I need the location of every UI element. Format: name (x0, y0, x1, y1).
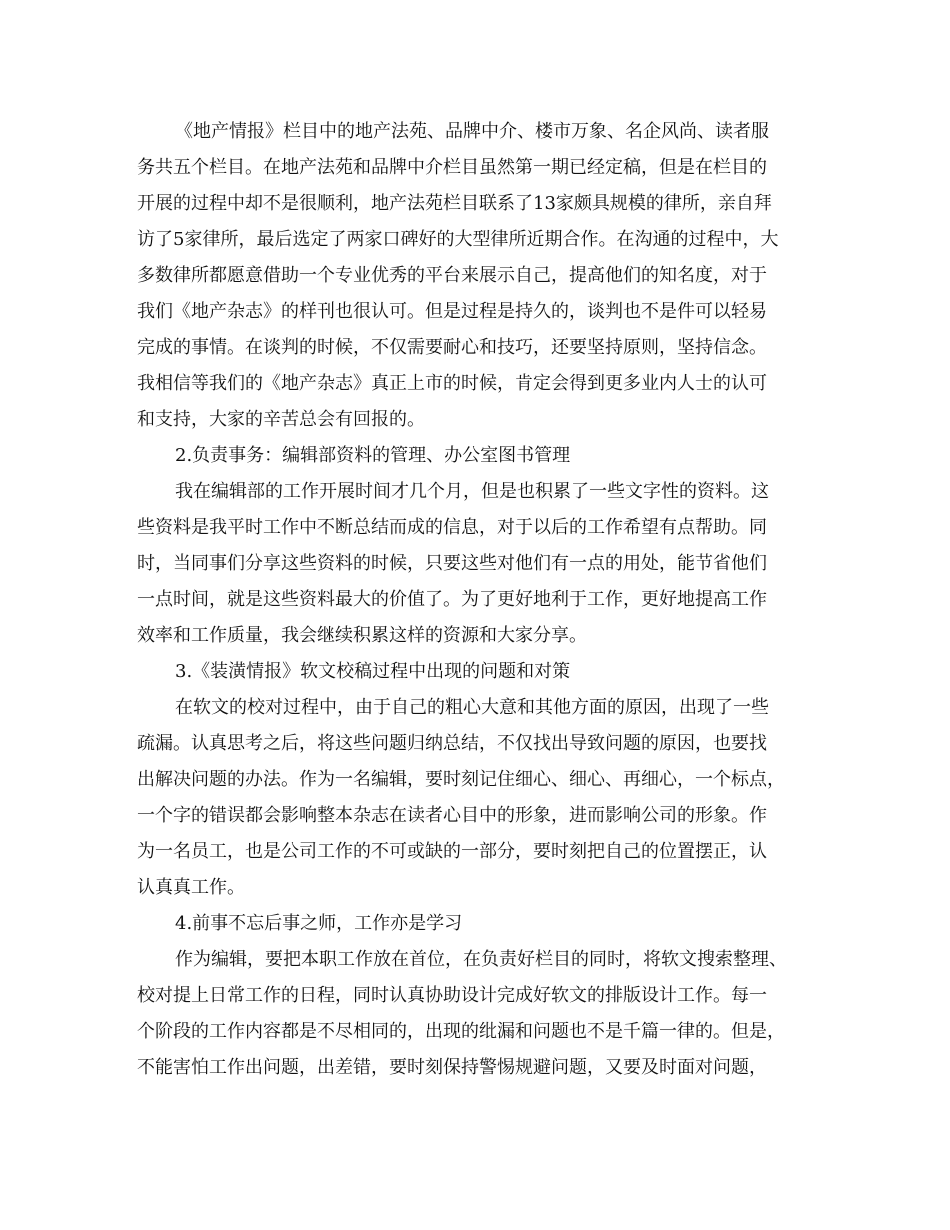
text-line: 一个字的错误都会影响整本杂志在读者心目中的形象，进而影响公司的形象。作 (137, 805, 767, 826)
text-line: 些资料是我平时工作中不断总结而成的信息，对于以后的工作希望有点帮助。同 (137, 517, 767, 538)
text-line: 3.《装潢情报》软文校稿过程中出现的问题和对策 (175, 661, 571, 682)
text-line: 在软文的校对过程中，由于自己的粗心大意和其他方面的原因，出现了一些 (175, 697, 769, 718)
document-body (137, 114, 803, 1086)
text-line: 4.前事不忘后事之师，工作亦是学习 (175, 913, 463, 934)
text-line: 开展的过程中却不是很顺利，地产法苑栏目联系了13家颇具规模的律所，亲自拜 (137, 193, 772, 214)
text-line: 作为编辑，要把本职工作放在首位，在负责好栏目的同时，将软文搜索整理、 (175, 949, 787, 970)
text-line: 完成的事情。在谈判的时候，不仅需要耐心和技巧，还要坚持原则，坚持信念。 (137, 337, 767, 358)
text-line: 我在编辑部的工作开展时间才几个月，但是也积累了一些文字性的资料。这 (175, 481, 769, 502)
text-line: 访了5家律所，最后选定了两家口碑好的大型律所近期合作。在沟通的过程中，大 (137, 229, 779, 250)
text-line: 《地产情报》栏目中的地产法苑、品牌中介、楼市万象、名企风尚、读者服 (175, 121, 769, 142)
text-line: 2.负责事务：编辑部资料的管理、办公室图书管理 (175, 445, 571, 466)
text-line: 不能害怕工作出问题，出差错，要时刻保持警惕规避问题，又要及时面对问题， (137, 1057, 767, 1078)
text-line: 我相信等我们的《地产杂志》真正上市的时候，肯定会得到更多业内人士的认可 (137, 373, 767, 394)
text-line: 我们《地产杂志》的样刊也很认可。但是过程是持久的，谈判也不是件可以轻易 (137, 301, 767, 322)
text-line: 多数律所都愿意借助一个专业优秀的平台来展示自己，提高他们的知名度，对于 (137, 265, 767, 286)
text-line: 个阶段的工作内容都是不尽相同的，出现的纰漏和问题也不是千篇一律的。但是， (137, 1021, 785, 1042)
text-line: 校对提上日常工作的日程，同时认真协助设计完成好软文的排版设计工作。每一 (137, 985, 767, 1006)
text-line: 时，当同事们分享这些资料的时候，只要这些对他们有一点的用处，能节省他们 (137, 553, 767, 574)
text-line: 务共五个栏目。在地产法苑和品牌中介栏目虽然第一期已经定稿，但是在栏目的 (137, 157, 767, 178)
text-line: 为一名员工，也是公司工作的不可或缺的一部分，要时刻把自己的位置摆正，认 (137, 841, 767, 862)
text-line: 出解决问题的办法。作为一名编辑，要时刻记住细心、细心、再细心，一个标点， (137, 769, 785, 790)
text-line: 和支持，大家的辛苦总会有回报的。 (137, 409, 425, 430)
text-line: 认真真工作。 (137, 877, 245, 898)
text-line: 疏漏。认真思考之后，将这些问题归纳总结，不仅找出导致问题的原因，也要找 (137, 733, 767, 754)
text-line: 一点时间，就是这些资料最大的价值了。为了更好地利于工作，更好地提高工作 (137, 589, 767, 610)
text-line: 效率和工作质量，我会继续积累这样的资源和大家分享。 (137, 625, 587, 646)
